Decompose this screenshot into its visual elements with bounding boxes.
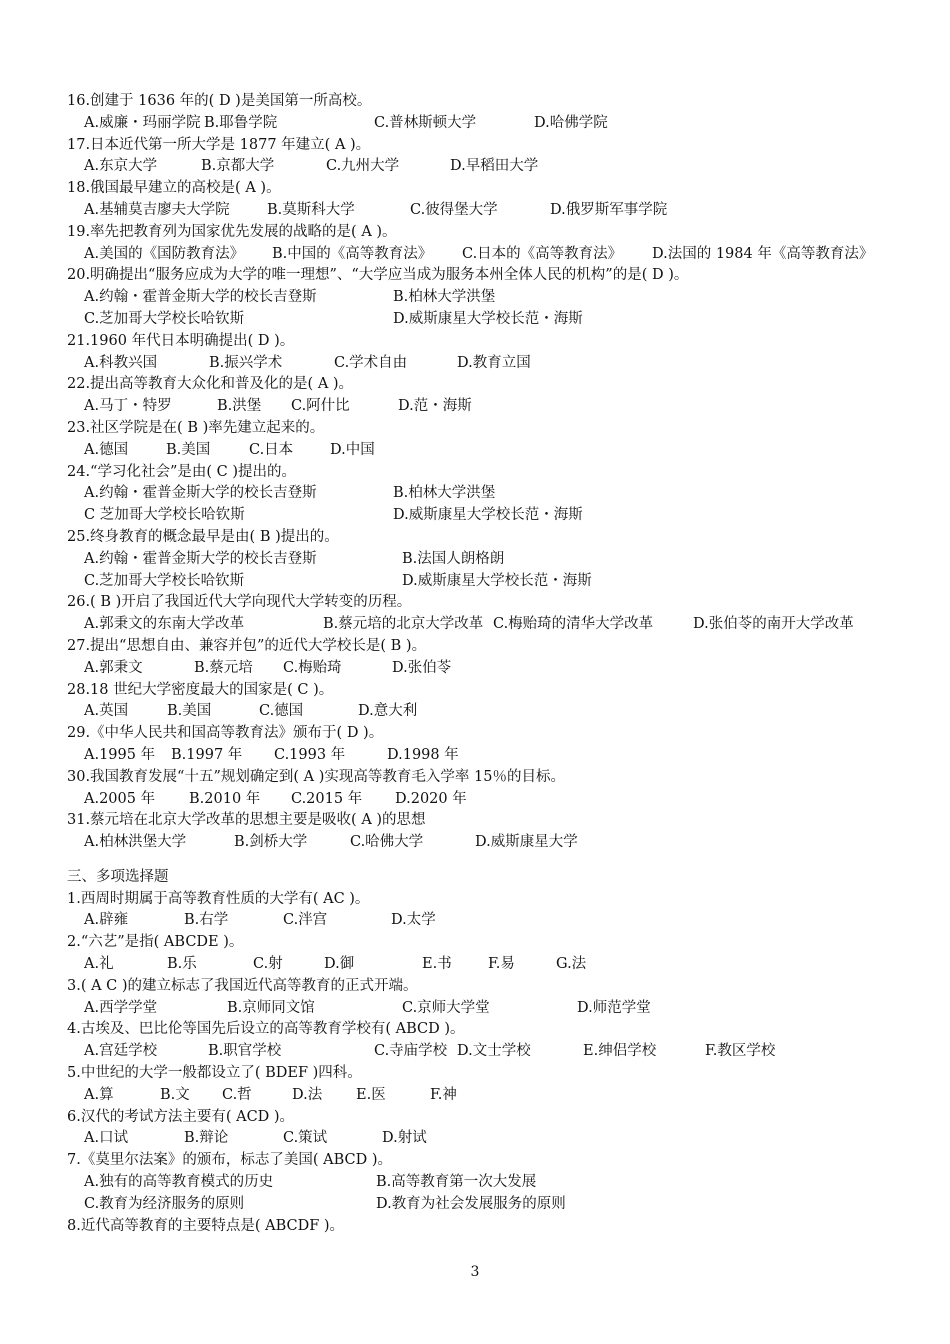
option-row <box>67 954 897 976</box>
option-text: B.洪堡 <box>217 398 262 415</box>
option-text: C.2015 年 <box>291 790 363 807</box>
option-text: A.柏林洪堡大学 <box>84 834 187 851</box>
option-row <box>67 658 897 680</box>
option-row <box>67 505 897 527</box>
option-row <box>67 549 897 571</box>
option-text: C.阿什比 <box>291 398 350 415</box>
option-text: C.九州大学 <box>326 158 400 175</box>
question-stem: 6.汉代的考试方法主要有( ACD )。 <box>67 1108 295 1125</box>
option-row <box>67 287 897 309</box>
option-text: C.哈佛大学 <box>350 834 424 851</box>
question-stem: 18.俄国最早建立的高校是( A )。 <box>67 180 281 197</box>
option-row <box>67 1041 897 1063</box>
option-text: D.俄罗斯军事学院 <box>550 201 668 218</box>
option-text: B.美国 <box>167 703 212 720</box>
option-row <box>67 309 897 331</box>
option-text: B.蔡元培 <box>194 659 253 676</box>
option-text: E.医 <box>356 1086 386 1103</box>
option-text: A.宫廷学校 <box>84 1043 158 1060</box>
option-row <box>67 832 897 854</box>
option-text: D.射试 <box>382 1130 427 1147</box>
question-stem: 8.近代高等教育的主要特点是( ABCDF )。 <box>67 1217 345 1234</box>
option-text: C.梅贻琦 <box>283 659 342 676</box>
option-row <box>67 353 897 375</box>
option-text: D.中国 <box>330 441 375 458</box>
question-stem: 28.18 世纪大学密度最大的国家是( C )。 <box>67 681 334 698</box>
option-row <box>67 483 897 505</box>
option-text: D.教育为社会发展服务的原则 <box>376 1195 566 1212</box>
option-row <box>67 571 897 593</box>
option-text: B.振兴学术 <box>209 354 283 371</box>
option-text: B.乐 <box>167 956 197 973</box>
option-text: A.郭秉文的东南大学改革 <box>84 616 245 633</box>
option-row <box>67 998 897 1020</box>
option-text: C.学术自由 <box>334 354 408 371</box>
option-text: A.礼 <box>84 956 114 973</box>
option-row <box>67 614 897 636</box>
question-stem: 7.《莫里尔法案》的颁布，标志了美国( ABCD )。 <box>67 1152 392 1169</box>
option-text: B.法国人朗格朗 <box>402 550 505 567</box>
option-text: A.2005 年 <box>84 790 156 807</box>
option-text: D.张伯苓 <box>392 659 452 676</box>
option-text: A.东京大学 <box>84 158 158 175</box>
option-text: D.御 <box>324 956 355 973</box>
option-text: B.2010 年 <box>189 790 261 807</box>
option-text: A.算 <box>84 1086 114 1103</box>
question-stem: 29.《中华人民共和国高等教育法》颁布于( D )。 <box>67 725 384 742</box>
page-number: 3 <box>470 1264 480 1280</box>
option-text: B.职官学校 <box>208 1043 282 1060</box>
option-text: B.1997 年 <box>171 746 243 763</box>
single-choice-list <box>67 91 897 854</box>
question-stem: 26.( B )开启了我国近代大学向现代大学转变的历程。 <box>67 594 412 611</box>
option-text: C.普林斯顿大学 <box>374 114 477 131</box>
option-text: A.约翰・霍普金斯大学的校长吉登斯 <box>84 485 317 502</box>
question-stem: 3.( A C )的建立标志了我国近代高等教育的正式开端。 <box>67 977 418 994</box>
question-stem: 31.蔡元培在北京大学改革的思想主要是吸收( A )的思想 <box>67 812 426 829</box>
question-stem: 17.日本近代第一所大学是 1877 年建立( A )。 <box>67 136 371 153</box>
option-text: D.威斯康星大学校长范・海斯 <box>393 507 583 524</box>
option-text: A.郭秉文 <box>84 659 143 676</box>
option-text: D.哈佛学院 <box>534 114 608 131</box>
option-text: G.法 <box>556 956 587 973</box>
option-text: F.易 <box>488 956 515 973</box>
question-stem: 24.“学习化社会”是由( C )提出的。 <box>67 463 297 480</box>
option-text: F.神 <box>430 1086 457 1103</box>
option-text: A.威廉・玛丽学院 <box>84 114 201 131</box>
question-stem: 2.“六艺”是指( ABCDE )。 <box>67 934 244 951</box>
question-stem: 4.古埃及、巴比伦等国先后设立的高等教育学校有( ABCD )。 <box>67 1021 465 1038</box>
option-text: A.1995 年 <box>84 746 156 763</box>
option-row <box>67 440 897 462</box>
option-row <box>67 789 897 811</box>
option-text: C.芝加哥大学校长哈钦斯 <box>84 310 245 327</box>
option-row <box>67 200 897 222</box>
option-row <box>67 396 897 418</box>
option-row <box>67 910 897 932</box>
option-text: A.英国 <box>84 703 129 720</box>
option-text: D.张伯苓的南开大学改革 <box>693 616 854 633</box>
option-text: D.范・海斯 <box>398 398 472 415</box>
option-text: D.1998 年 <box>387 746 459 763</box>
option-row <box>67 113 897 135</box>
option-text: B.柏林大学洪堡 <box>393 485 496 502</box>
option-text: A.独有的高等教育模式的历史 <box>84 1174 274 1191</box>
question-stem: 30.我国教育发展“十五”规划确定到( A )实现高等教育毛入学率 15％的目标。 <box>67 768 565 785</box>
option-text: D.威斯康星大学校长范・海斯 <box>402 572 592 589</box>
option-text: C.寺庙学校 <box>374 1043 448 1060</box>
option-text: A.马丁・特罗 <box>84 398 172 415</box>
question-stem: 19.率先把教育列为国家优先发展的战略的是( A )。 <box>67 223 397 240</box>
question-stem: 25.终身教育的概念最早是由( B )提出的。 <box>67 528 339 545</box>
option-row <box>67 701 897 723</box>
option-text: C.梅贻琦的清华大学改革 <box>493 616 654 633</box>
option-text: C.教育为经济服务的原则 <box>84 1195 245 1212</box>
option-text: B.蔡元培的北京大学改革 <box>323 616 484 633</box>
question-stem: 21.1960 年代日本明确提出( D )。 <box>67 332 295 349</box>
option-text: D.法 <box>292 1086 323 1103</box>
option-text: A.辟雍 <box>84 912 129 929</box>
option-text: B.中国的《高等教育法》 <box>272 245 433 262</box>
option-row <box>67 244 897 266</box>
option-text: B.剑桥大学 <box>234 834 308 851</box>
option-text: D.文士学校 <box>457 1043 531 1060</box>
page-content <box>67 91 897 1237</box>
option-text: A.基辅莫吉廖夫大学院 <box>84 201 230 218</box>
option-text: A.约翰・霍普金斯大学的校长吉登斯 <box>84 289 317 306</box>
option-text: C.射 <box>253 956 283 973</box>
option-row <box>67 745 897 767</box>
question-stem: 1.西周时期属于高等教育性质的大学有( AC )。 <box>67 890 370 907</box>
option-text: D.早稻田大学 <box>450 158 539 175</box>
option-text: A.口试 <box>84 1130 129 1147</box>
option-text: D.威斯康星大学校长范・海斯 <box>393 310 583 327</box>
option-text: B.耶鲁学院 <box>204 114 278 131</box>
option-text: A.德国 <box>84 441 129 458</box>
section-title: 三、多项选择题 <box>67 868 169 885</box>
option-text: C.日本的《高等教育法》 <box>462 245 623 262</box>
option-row <box>67 156 897 178</box>
option-text: B.右学 <box>184 912 229 929</box>
option-text: D.意大利 <box>358 703 418 720</box>
option-text: B.京师同文馆 <box>227 999 315 1016</box>
option-text: C.芝加哥大学校长哈钦斯 <box>84 572 245 589</box>
option-text: D.师范学堂 <box>577 999 651 1016</box>
option-row <box>67 1128 897 1150</box>
question-stem: 22.提出高等教育大众化和普及化的是( A )。 <box>67 376 354 393</box>
multiple-choice-list <box>67 889 897 1238</box>
option-text: A.西学学堂 <box>84 999 158 1016</box>
option-text: C.哲 <box>222 1086 252 1103</box>
option-text: C.京师大学堂 <box>402 999 490 1016</box>
option-text: B.文 <box>160 1086 190 1103</box>
option-text: D.教育立国 <box>457 354 531 371</box>
option-text: C 芝加哥大学校长哈钦斯 <box>84 507 245 524</box>
option-text: F.教区学校 <box>705 1043 776 1060</box>
option-text: C.日本 <box>249 441 294 458</box>
option-text: C.策试 <box>283 1130 328 1147</box>
option-text: C.彼得堡大学 <box>410 201 498 218</box>
question-stem: 5.中世纪的大学一般都设立了( BDEF )四科。 <box>67 1065 362 1082</box>
option-text: B.京都大学 <box>201 158 275 175</box>
option-text: B.柏林大学洪堡 <box>393 289 496 306</box>
option-text: C.泮宫 <box>283 912 328 929</box>
question-stem: 27.提出“思想自由、兼容并包”的近代大学校长是( B )。 <box>67 637 427 654</box>
option-text: E.绅侣学校 <box>583 1043 657 1060</box>
option-text: A.美国的《国防教育法》 <box>84 245 245 262</box>
option-text: B.辩论 <box>184 1130 229 1147</box>
option-text: A.科教兴国 <box>84 354 158 371</box>
option-text: D.2020 年 <box>395 790 467 807</box>
option-row <box>67 1085 897 1107</box>
option-text: A.约翰・霍普金斯大学的校长吉登斯 <box>84 550 317 567</box>
option-text: B.美国 <box>166 441 211 458</box>
option-text: B.莫斯科大学 <box>267 201 355 218</box>
option-text: E.书 <box>422 956 452 973</box>
option-row <box>67 1172 897 1194</box>
question-stem: 23.社区学院是在( B )率先建立起来的。 <box>67 419 325 436</box>
option-text: C.德国 <box>259 703 304 720</box>
option-text: B.高等教育第一次大发展 <box>376 1174 537 1191</box>
question-stem: 16.创建于 1636 年的( D )是美国第一所高校。 <box>67 93 372 109</box>
option-row <box>67 1194 897 1216</box>
option-text: D.威斯康星大学 <box>475 834 578 851</box>
option-text: D.太学 <box>391 912 436 929</box>
question-stem: 20.明确提出“服务应成为大学的唯一理想”、“大学应当成为服务本州全体人民的机构”的是( D )。 <box>67 267 689 284</box>
option-text: D.法国的 1984 年《高等教育法》 <box>652 245 874 262</box>
option-text: C.1993 年 <box>274 746 346 763</box>
